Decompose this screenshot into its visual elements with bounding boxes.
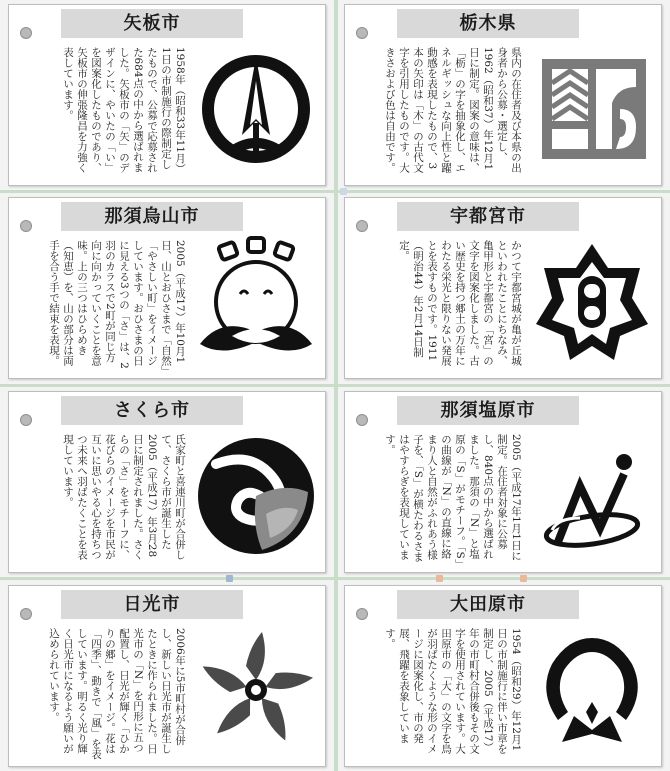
accent-dot [340,188,347,195]
card-description: 県内の在住者及び本県の出身者から公募・選定し、1962（昭和37）年12月1日に制定。図案の意味は、「栃」の字を抽象化し、エネルギッシュな向上性と躍動感を表現したもので、3本の矢印は「木」の古代文字を引用したものです。大きさおよび色は自由です。 [384,47,522,173]
card-nikko [8,585,326,767]
card-hole [20,27,32,39]
nasushiobara-emblem-icon [528,426,656,566]
accent-dot [226,575,233,582]
nasukarasuyama-emblem-icon [192,232,320,372]
card-yaita [8,4,326,186]
card-description: 2005（平成17年1月1日に制定。在住者対象に公募し、840点の中から選ばれました。那須の「N」と塩原の「S」がモチーフ。「S」の曲線が「N」の直線に絡まり人と自然がふれあう様子を、「S」が横たわるさまはやすらぎを表現しています。 [384,434,522,564]
nikko-emblem-icon [192,620,320,760]
card-description: かつて宇都宮城が亀が丘城といわれたことにちなみ、亀甲形と宇都宮の「宮」の文字を図案化しました。古い歴史を持つ郷土の万年にわたる栄光と限りない発展とを表すものです。1911（明治44）年2月14日制定。 [398,240,522,366]
card-hole [20,220,32,232]
card-hole [20,414,32,426]
card-description: 2005（平成17）年10月1日、山とおひさまで「自然」「やさしい町」をイメージしています。おひさまの日に見える3つの「さ」は、2羽のカラスで2町が同じ方向に向かっていくことを意味。上の三つはひらめき（知恵）を、山の部分は両手を合う手で結束を表現。 [48,240,186,372]
card-title: 大田原市 [397,590,579,619]
card-title: さくら市 [61,396,243,425]
card-hole [356,220,368,232]
grid-line-horizontal-3 [0,577,670,580]
grid-line-horizontal-1 [0,190,670,193]
card-description: 1958年（昭和33年11月）1日の市制施行の際制定したもので、公募で応募された684点の中から選ばれました。矢板市の「矢」のデザインに、やいたの「い」を図案化したものであり、矢板市の伸張隆昌を力強く表しています。 [62,47,186,174]
card-ohtawara [344,585,662,767]
card-title: 那須烏山市 [61,202,243,231]
card-title: 宇都宮市 [397,202,579,231]
card-nasushiobara [344,391,662,573]
ohtawara-emblem-icon [528,620,656,760]
card-title: 栃木県 [397,9,579,38]
grid-line-horizontal-2 [0,384,670,387]
card-title: 日光市 [61,590,243,619]
card-description: 1954（昭和29）年12月1日の市制施行に伴い市章を制定し、2005（平成17）年の市町村合併後もその文字を使用されています。大田原市の「大」の文字を鳥が羽ばたくような形のイメージに図案化し、市の発展、飛躍を表象しています。 [384,628,522,754]
tochigi-emblem-icon [528,39,656,179]
card-title: 矢板市 [61,9,243,38]
card-description: 2006年に5市町村が合併し、新しい日光市が誕生したときに作られました。日光市の「N」を円形に五つ配置し、日光が輝く「ひかりの郷」をイメージ。花は「四季」、動きで「風」を表しています。明るく光り輝く日光市になるよう願いが込められています。 [48,628,186,760]
accent-dot [520,575,527,582]
card-tochigi [344,4,662,186]
card-utsunomiya [344,197,662,379]
card-hole [20,608,32,620]
card-hole [356,414,368,426]
card-sakura [8,391,326,573]
utsunomiya-emblem-icon [528,232,656,372]
yaita-emblem-icon [192,39,320,179]
card-hole [356,608,368,620]
sakura-emblem-icon [192,426,320,566]
card-description: 氏家町と喜連川町が合併して、さくら市が誕生した2005（平成17）年3月28日に制定されました。さくらの「さ」をモチーフに、花びらのイメージを市民が互いに思いやる心を持ちつつ未来へ羽ばたくことを表現しています。 [62,434,186,560]
accent-dot [436,575,443,582]
card-hole [356,27,368,39]
card-title: 那須塩原市 [397,396,579,425]
card-nasukarasuyama [8,197,326,379]
